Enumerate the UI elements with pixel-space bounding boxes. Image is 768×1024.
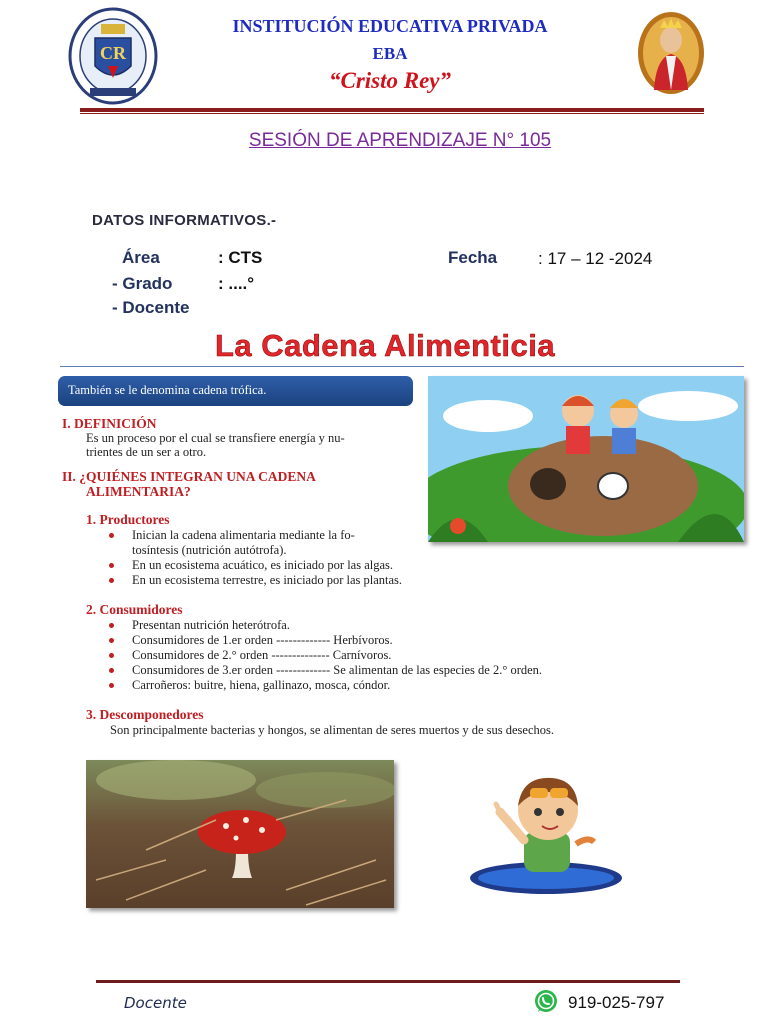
area-value: : CTS — [218, 248, 263, 267]
institution-level: EBA — [372, 44, 408, 63]
definition-banner: También se le denomina cadena trófica. — [58, 376, 413, 406]
lesson-title: La Cadena Alimenticia — [214, 328, 556, 363]
institution-motto: “Cristo Rey” — [328, 68, 452, 93]
area-label: Área — [122, 248, 160, 267]
list-item: Consumidores de 1.er orden ------------- Herbívoros. — [112, 633, 393, 648]
list-item: En un ecosistema acuático, es iniciado por las algas. — [112, 558, 393, 573]
definition-text-line2: trientes de un ser a otro. — [86, 445, 207, 459]
mushroom-photo — [86, 760, 394, 908]
cristo-rey-image — [636, 10, 706, 96]
productores-heading: 1. Productores — [86, 512, 170, 527]
kids-cartoon-image — [428, 376, 744, 542]
grado-value: : ....° — [218, 274, 255, 293]
descomponedores-text: Son principalmente bacterias y hongos, se alimentan de seres muertos y de sus desechos. — [110, 723, 554, 737]
list-item: En un ecosistema terrestre, es iniciado por las plantas. — [112, 573, 402, 588]
list-item: Inician la cadena alimentaria mediante la fo- — [112, 528, 432, 543]
grado-label: - Grado — [112, 274, 173, 293]
consumidores-heading: 2. Consumidores — [86, 602, 183, 617]
definition-text-line1: Es un proceso por el cual se transfiere energía y nu- — [86, 431, 345, 445]
list-item: Consumidores de 3.er orden ------------- Se alimentan de las especies de 2.° orden. — [112, 663, 542, 678]
list-item-continuation: tosíntesis (nutrición autótrofa). — [132, 543, 287, 557]
section-integrantes-heading-line1: II. ¿QUIÉNES INTEGRAN UNA CADENA — [62, 469, 316, 484]
pointing-boy-cartoon — [466, 770, 624, 898]
header-divider — [80, 108, 704, 112]
school-logo — [68, 6, 158, 106]
list-item: Consumidores de 2.° orden -------------- Carnívoros. — [112, 648, 391, 663]
fecha-label: Fecha — [448, 248, 498, 267]
docente-label: - Docente — [112, 298, 190, 317]
section-definicion-heading: I. DEFINICIÓN — [62, 416, 157, 431]
datos-heading: DATOS INFORMATIVOS.- — [92, 212, 277, 229]
list-item: Carroñeros: buitre, hiena, gallinazo, mosca, cóndor. — [112, 678, 390, 693]
session-title: SESIÓN DE APRENDIZAJE N° 105 — [248, 130, 552, 151]
institution-name: INSTITUCIÓN EDUCATIVA PRIVADA — [232, 16, 548, 36]
whatsapp-icon — [533, 988, 559, 1014]
title-divider — [60, 366, 744, 367]
section-integrantes-heading-line2: ALIMENTARIA? — [86, 484, 191, 499]
footer-phone: 919-025-797 — [568, 993, 665, 1012]
footer-docente: Docente — [124, 994, 187, 1012]
fecha-value: : 17 – 12 -2024 — [538, 249, 653, 268]
footer-divider — [96, 980, 680, 983]
header-divider-thin — [80, 113, 704, 114]
list-item: Presentan nutrición heterótrofa. — [112, 618, 290, 633]
svg-text:CR: CR — [100, 43, 126, 63]
descomponedores-heading: 3. Descomponedores — [86, 707, 204, 722]
